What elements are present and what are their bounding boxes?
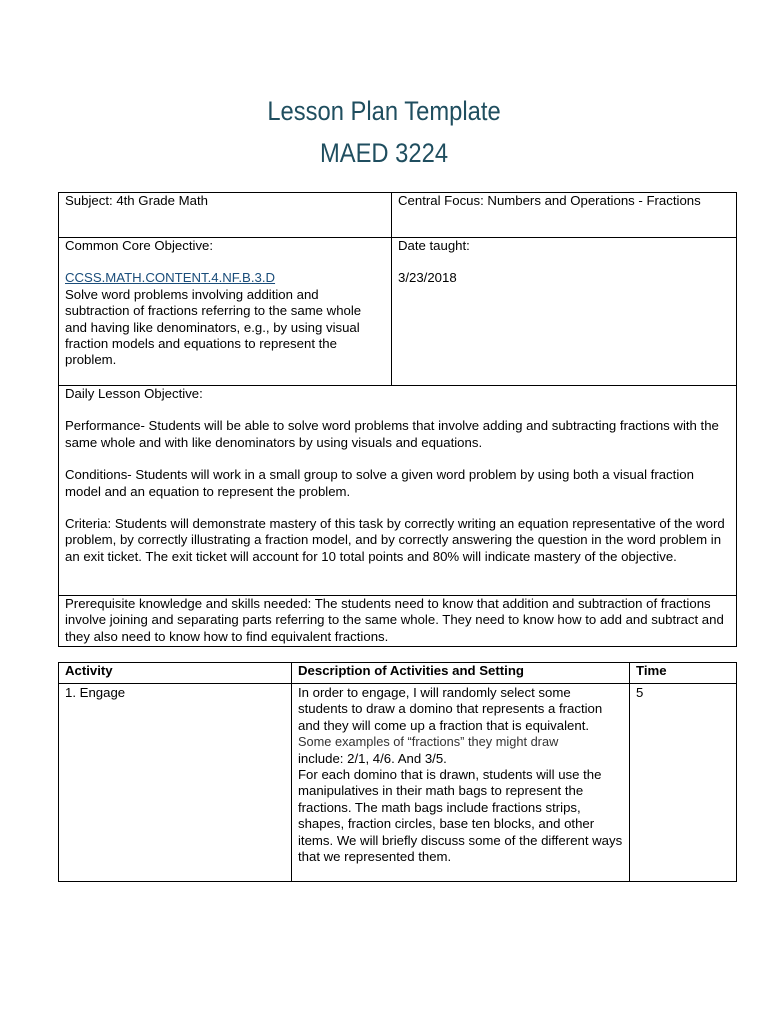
daily-objective-cell	[59, 386, 737, 596]
common-core-standard-link[interactable]: CCSS.MATH.CONTENT.4.NF.B.3.D	[65, 270, 276, 286]
description-part-4: For each domino that is drawn, students will use the manipulatives in their math bags to represent the fractions. The math bags include fractions strips, shapes, fraction circles, base ten blocks, and other items. We will briefly discuss some of the different ways that we represented them.	[298, 767, 623, 865]
description-part-2: Some examples of “fractions” they might draw	[298, 734, 559, 750]
subject-text: Subject: 4th Grade Math	[65, 193, 208, 208]
performance-objective: Performance- Students will be able to solve word problems that involve adding and subtracting fractions with the same whole and with like denominators by using visuals and equations.	[65, 418, 719, 450]
common-core-cell	[59, 238, 392, 386]
time-cell: 5	[630, 684, 737, 882]
table-row	[59, 684, 737, 882]
activity-cell: 1. Engage	[59, 684, 292, 882]
activities-table	[58, 662, 737, 882]
subject-cell	[59, 193, 392, 238]
date-label: Date taught:	[398, 238, 470, 253]
date-value: 3/23/2018	[398, 270, 457, 286]
prerequisite-text: Prerequisite knowledge and skills needed: The students need to know that addition and subtraction of fractions involve joining and separating parts referring to the same whole. They need to know how to add and subtract and they also need to know how to find equivalent fractions.	[65, 596, 724, 644]
description-cell	[292, 684, 630, 882]
activity-header: Activity	[59, 663, 292, 684]
date-cell	[392, 238, 737, 386]
page-title: Lesson Plan Template	[267, 96, 501, 126]
lesson-plan-table	[58, 192, 737, 647]
central-focus-text: Central Focus: Numbers and Operations - Fractions	[398, 193, 701, 208]
time-header: Time	[630, 663, 737, 684]
description-part-1: In order to engage, I will randomly select some students to draw a domino that represents a fraction and they will come up a fraction that is equivalent.	[298, 685, 603, 733]
common-core-text: Solve word problems involving addition and subtraction of fractions referring to the same whole and having like denominators, e.g., by using visual fraction models and equations to represent the problem.	[65, 286, 362, 368]
activities-header-row	[59, 663, 737, 684]
conditions-objective: Conditions- Students will work in a small group to solve a given word problem by using both a visual fraction model and an equation to represent the problem.	[65, 467, 694, 499]
description-header: Description of Activities and Setting	[292, 663, 630, 684]
daily-objective-label: Daily Lesson Objective:	[65, 386, 203, 401]
criteria-objective: Criteria: Students will demonstrate mastery of this task by correctly writing an equation representative of the word problem, by correctly illustrating a fraction model, and by correctly answering the question in the word problem in an exit ticket. The exit ticket will account for 10 total points and 80% will indicate mastery of the objective.	[65, 516, 725, 564]
common-core-label: Common Core Objective:	[65, 238, 214, 253]
central-focus-cell	[392, 193, 737, 238]
description-part-3: include: 2/1, 4/6. And 3/5.	[298, 750, 447, 766]
prerequisite-cell	[59, 596, 737, 647]
course-code: MAED 3224	[319, 138, 449, 168]
